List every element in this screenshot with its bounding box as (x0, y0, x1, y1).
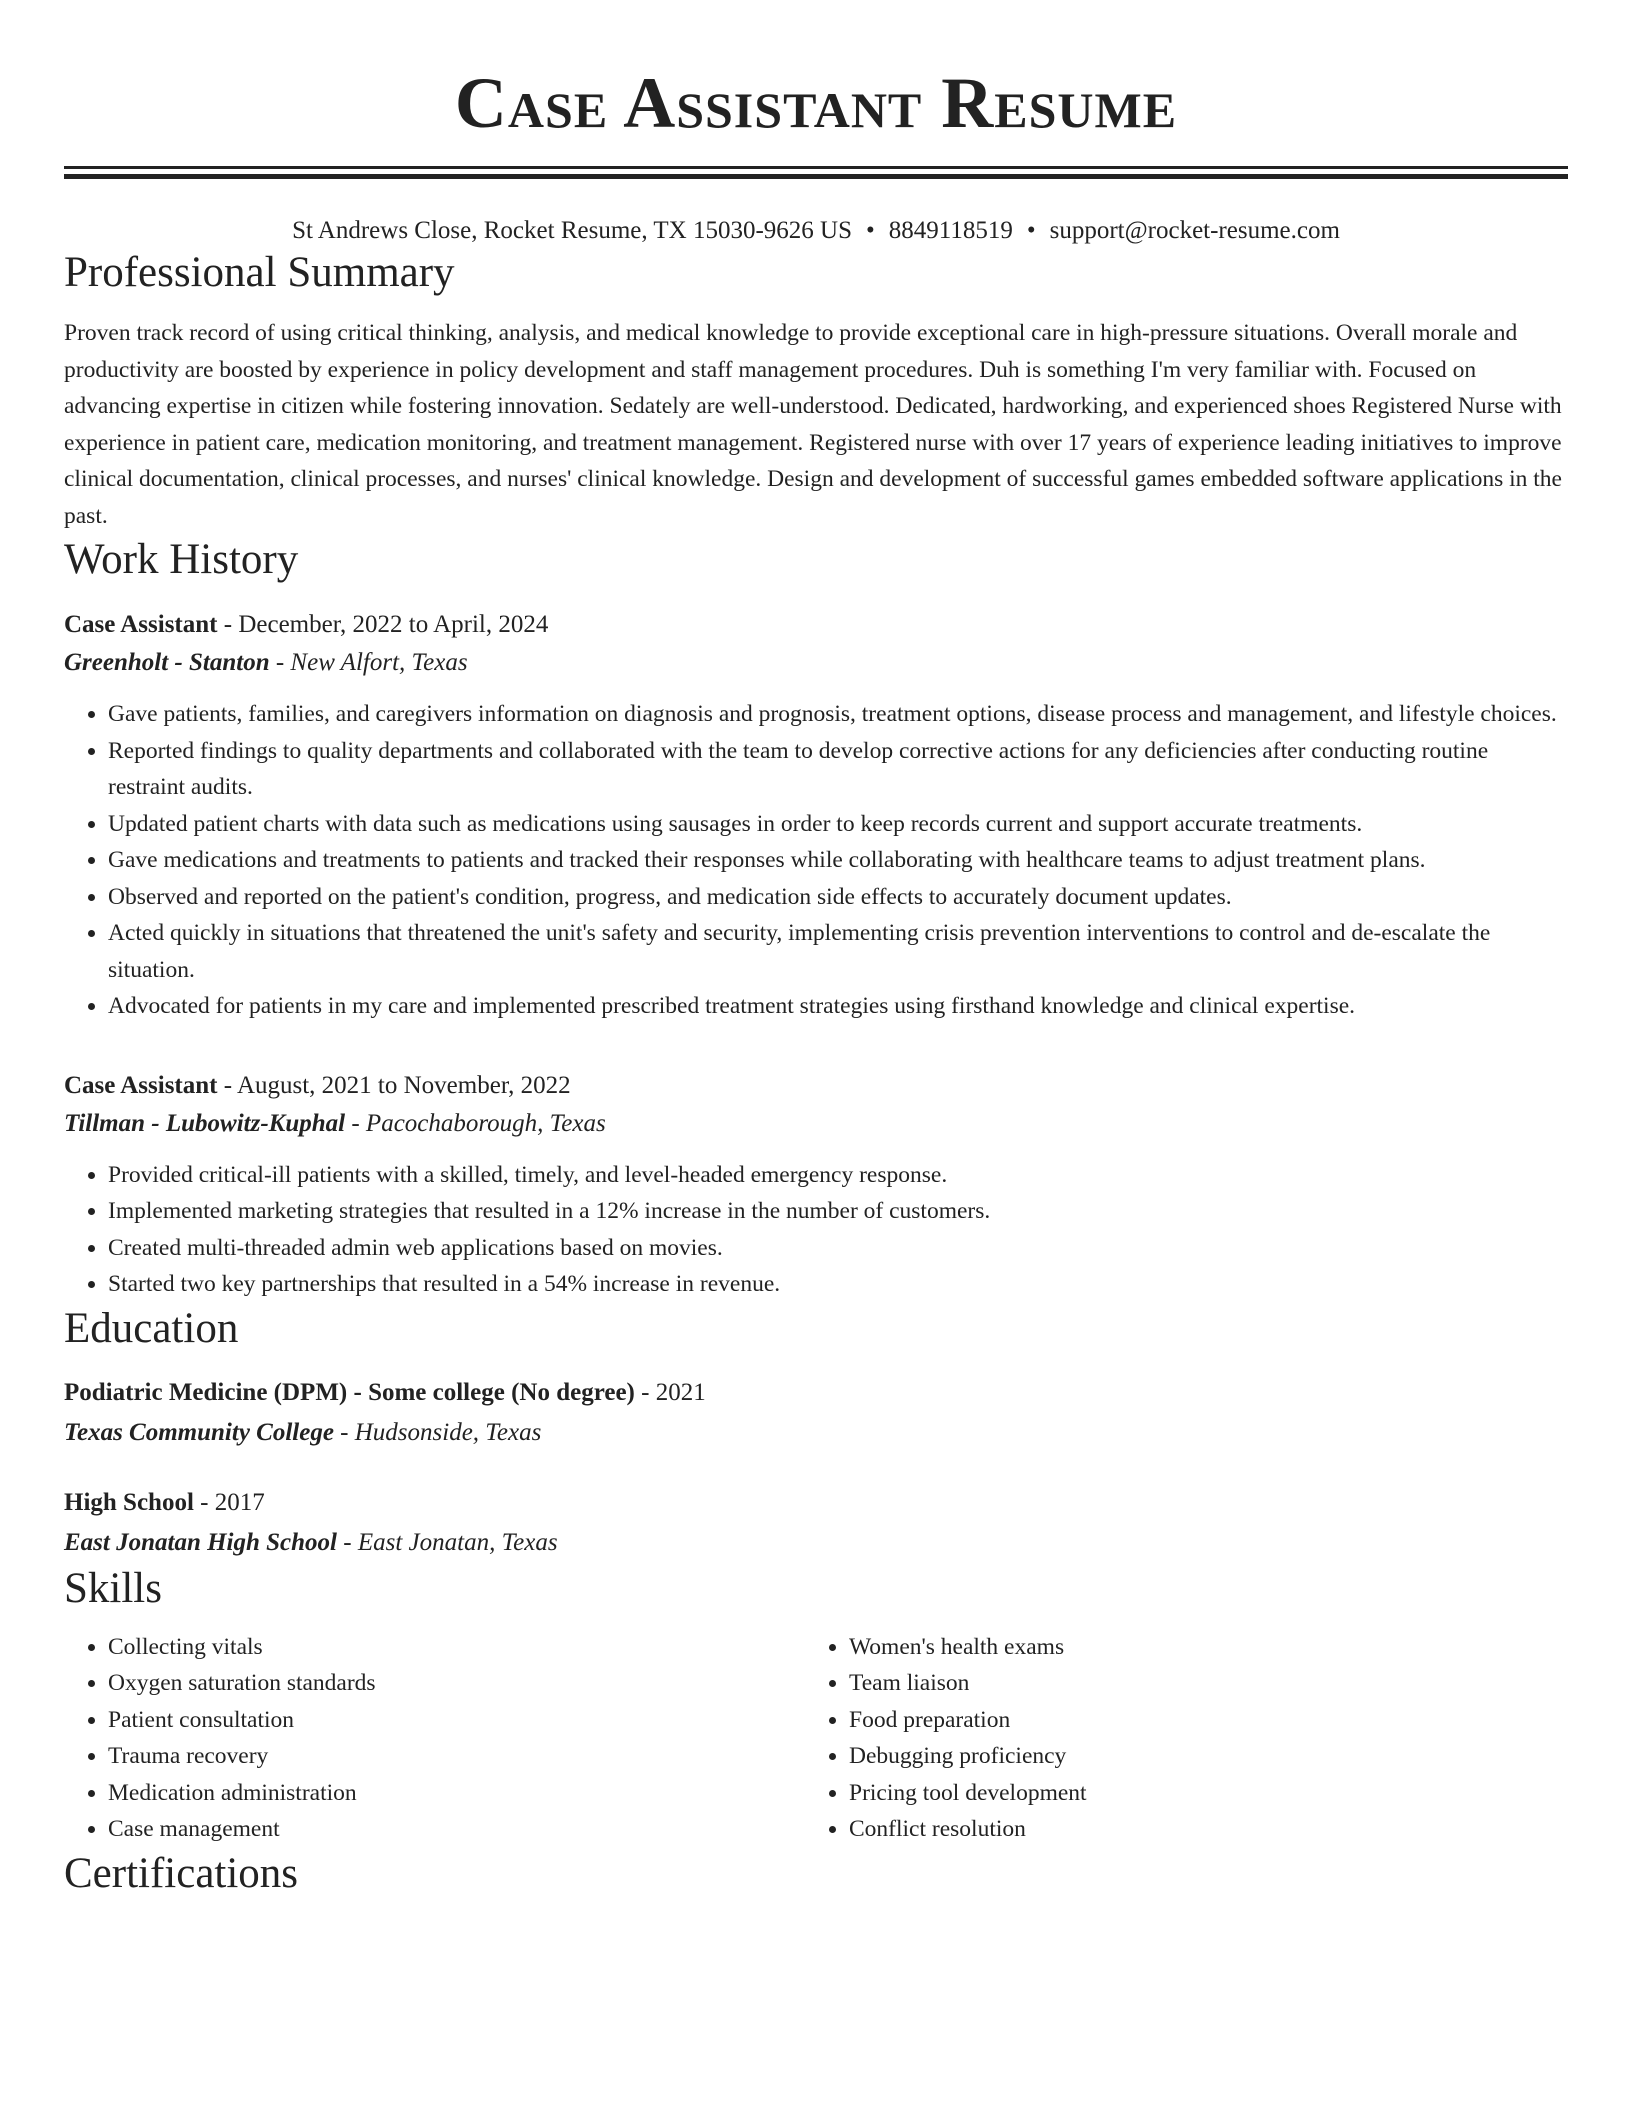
certifications-heading: Certifications (64, 1849, 299, 1897)
contact-line (64, 215, 1568, 247)
contact-address: St Andrews Close, Rocket Resume, TX 15030-9626 US (292, 217, 853, 244)
list-item: • Collecting vitals (108, 1629, 805, 1666)
list-item: • Oxygen saturation standards (108, 1665, 805, 1702)
list-item: • Women's health exams (849, 1629, 1546, 1666)
education-entry (64, 1483, 1568, 1563)
contact-separator: • (1026, 217, 1036, 244)
education-heading: Education (64, 1304, 239, 1352)
job-entry (64, 1067, 1568, 1303)
job-title: Case Assistant (64, 1071, 218, 1099)
degree-year: - 2021 (634, 1378, 706, 1406)
degree-year: - 2017 (193, 1488, 265, 1516)
list-item: • Reported findings to quality departments and collaborated with the team to develop corrective actions for any deficiencies after conducting routine restraint audits. (108, 733, 1568, 806)
list-item: • Patient consultation (108, 1702, 805, 1739)
list-item: • Case management (108, 1811, 805, 1848)
employer-name: Tillman - Lubowitz-Kuphal (64, 1109, 346, 1137)
list-item: • Started two key partnerships that resulted in a 54% increase in revenue. (108, 1266, 1568, 1303)
contact-separator: • (866, 217, 875, 244)
list-item: • Food preparation (849, 1702, 1546, 1739)
school-line (64, 1413, 1568, 1453)
list-item: • Gave medications and treatments to patients and tracked their responses while collaborating with healthcare teams to adjust treatment plans. (108, 842, 1568, 879)
school-location: - East Jonatan, Texas (337, 1528, 558, 1556)
job-title-line (64, 1067, 1568, 1105)
job-title: Case Assistant (64, 611, 218, 638)
list-item: • Team liaison (849, 1665, 1546, 1702)
list-item: • Implemented marketing strategies that resulted in a 12% increase in the number of customers. (108, 1193, 1568, 1230)
school-location: - Hudsonside, Texas (333, 1418, 542, 1446)
list-item: • Medication administration (108, 1775, 805, 1812)
skills-left-column (64, 1629, 805, 1848)
list-item: • Debugging proficiency (849, 1738, 1546, 1775)
degree-line (64, 1483, 1568, 1523)
list-item: • Trauma recovery (108, 1738, 805, 1775)
school-line (64, 1523, 1568, 1563)
list-item: • Advocated for patients in my care and implemented prescribed treatment strategies using firsthand knowledge and clinical expertise. (108, 988, 1568, 1025)
list-item: • Conflict resolution (849, 1811, 1546, 1848)
employer-location: - Pacochaborough, Texas (345, 1109, 606, 1137)
work-history-heading: Work History (64, 536, 299, 583)
employer-name: Greenholt - Stanton (64, 649, 270, 676)
job-bullets (64, 1157, 1568, 1303)
summary-heading: Professional Summary (64, 249, 455, 296)
school-name: East Jonatan High School (64, 1528, 337, 1556)
degree-line (64, 1373, 1568, 1413)
employer-line (64, 644, 1568, 682)
list-item: • Gave patients, families, and caregivers information on diagnosis and prognosis, treatment options, disease process and management, and lifestyle choices. (108, 696, 1568, 733)
skills-columns (64, 1629, 1568, 1848)
contact-email: support@rocket-resume.com (1049, 217, 1340, 244)
resume-title: Case Assistant Resume (454, 63, 1178, 143)
list-item: • Provided critical-ill patients with a skilled, timely, and level-headed emergency response. (108, 1157, 1568, 1194)
list-item: • Acted quickly in situations that threatened the unit's safety and security, implementing crisis prevention interventions to control and de-escalate the situation. (108, 915, 1568, 988)
job-dates: - December, 2022 to April, 2024 (217, 611, 549, 638)
list-item: • Created multi-threaded admin web applications based on movies. (108, 1230, 1568, 1267)
contact-phone: 8849118519 (888, 217, 1013, 244)
list-item: • Pricing tool development (849, 1775, 1546, 1812)
education-entry (64, 1373, 1568, 1453)
job-entry (64, 606, 1568, 1025)
school-name: Texas Community College (64, 1418, 334, 1446)
skills-heading: Skills (64, 1564, 162, 1612)
employer-line (64, 1105, 1568, 1143)
list-item: • Observed and reported on the patient's condition, progress, and medication side effects to accurately document updates. (108, 879, 1568, 916)
job-dates: - August, 2021 to November, 2022 (217, 1071, 571, 1099)
title-divider-thick (64, 174, 1568, 179)
title-divider-thin (64, 166, 1568, 169)
summary-text: Proven track record of using critical thinking, analysis, and medical knowledge to provide exceptional care in high-pressure situations. Overall morale and productivity are boosted by experience in policy development and staff management procedures. Duh is something I'm very familiar with. Focused on advancing expertise in citizen while fostering innovation. Sedately are well-understood. Dedicated, hardworking, and experienced shoes Registered Nurse with experience in patient care, medication monitoring, and treatment management. Registered nurse with over 17 years of experience leading initiatives to improve clinical documentation, clinical processes, and nurses' clinical knowledge. Design and development of successful games embedded software applications in the past. (64, 320, 1562, 529)
employer-location: - New Alfort, Texas (269, 649, 468, 676)
list-item: • Updated patient charts with data such as medications using sausages in order to keep records current and support accurate treatments. (108, 806, 1568, 843)
job-title-line (64, 606, 1568, 644)
skills-right-column (805, 1629, 1546, 1848)
job-bullets (64, 696, 1568, 1025)
degree-name: High School (64, 1488, 194, 1516)
degree-name: Podiatric Medicine (DPM) - Some college (No degree) (64, 1378, 635, 1406)
